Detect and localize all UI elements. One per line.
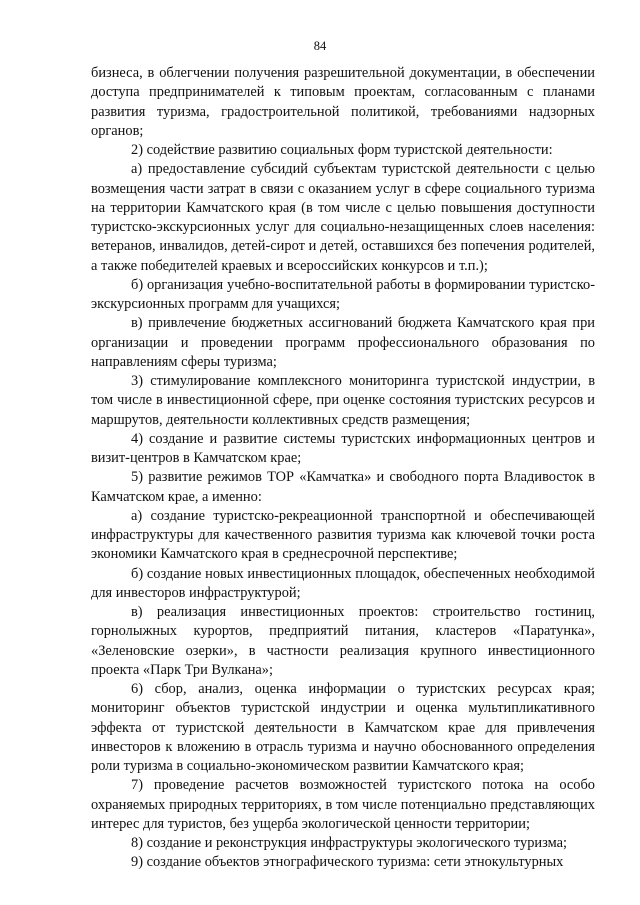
paragraph: 5) развитие режимов ТОР «Камчатка» и свободного порта Владивосток в Камчатском крае, а именно: (91, 469, 595, 505)
paragraph: 7) проведение расчетов возможностей туристского потока на особо охраняемых природных территориях, в том числе потенциально представляющих интерес для туристов, без ущерба экологической ценности территории; (91, 777, 595, 832)
paragraph: б) организация учебно-воспитательной работы в формировании туристско-экскурсионных программ для учащихся; (91, 276, 595, 312)
paragraph: 3) стимулирование комплексного мониторинга туристской индустрии, в том числе в инвестиционной сфере, при оценке состояния туристских ресурсов и маршрутов, деятельности коллективных средств размещения; (91, 373, 595, 428)
paragraph: 8) создание и реконструкция инфраструктуры экологического туризма; (131, 835, 567, 851)
paragraph: 6) сбор, анализ, оценка информации о туристских ресурсах края; мониторинг объектов туристской индустрии и оценка мультипликативного эффекта от туристской деятельности в Камчатском крае для привлечения инвесторов к вложению в отрасль туризма и научно обоснованного определения роли туризма в социально-экономическом развитии Камчатского края; (91, 681, 595, 774)
page-number: 84 (313, 39, 327, 53)
paragraph: в) привлечение бюджетных ассигнований бюджета Камчатского края при организации и проведении программ профессионального образования по направлениям сферы туризма; (91, 315, 595, 370)
paragraph: а) создание туристско-рекреационной транспортной и обеспечивающей инфраструктуры для качественного развития туризма как ключевой точки роста экономики Камчатского края в среднесрочной перспективе; (91, 507, 595, 563)
paragraph: в) реализация инвестиционных проектов: строительство гостиниц, горнолыжных курортов, предприятий питания, кластеров «Паратунка», «Зеленовские озерки», в частности реализация крупного инвестиционного проекта «Парк Три Вулкана»; (91, 604, 595, 678)
paragraph: 9) создание объектов этнографического туризма: сети этнокультурных (131, 854, 564, 871)
paragraph: б) создание новых инвестиционных площадок, обеспеченных необходимой для инвесторов инфраструктурой; (91, 565, 595, 601)
paragraph: бизнеса, в облегчении получения разрешительной документации, в обеспечении доступа предпринимателей к типовым проектам, согласованным с планами развития туризма, градостроительной политикой, требованиями надзорных органов; (91, 65, 595, 139)
paragraph: 2) содействие развитию социальных форм туристской деятельности: (131, 142, 553, 158)
paragraph: а) предоставление субсидий субъектам туристской деятельности с целью возмещения части затрат в связи с оказанием услуг в сфере социального туризма на территории Камчатского края (в том числе с целью повышения доступности туристско-экскурсионных услуг для социально-незащищенных слоев населения: ветеранов, инвалидов, детей-сирот и детей, оставшихся без попечения родителей, а также победителей краевых и всероссийских конкурсов и т.п.); (91, 161, 595, 274)
body-text (91, 64, 595, 873)
paragraph: 4) создание и развитие системы туристских информационных центров и визит-центров в Камчатском крае; (91, 430, 595, 466)
